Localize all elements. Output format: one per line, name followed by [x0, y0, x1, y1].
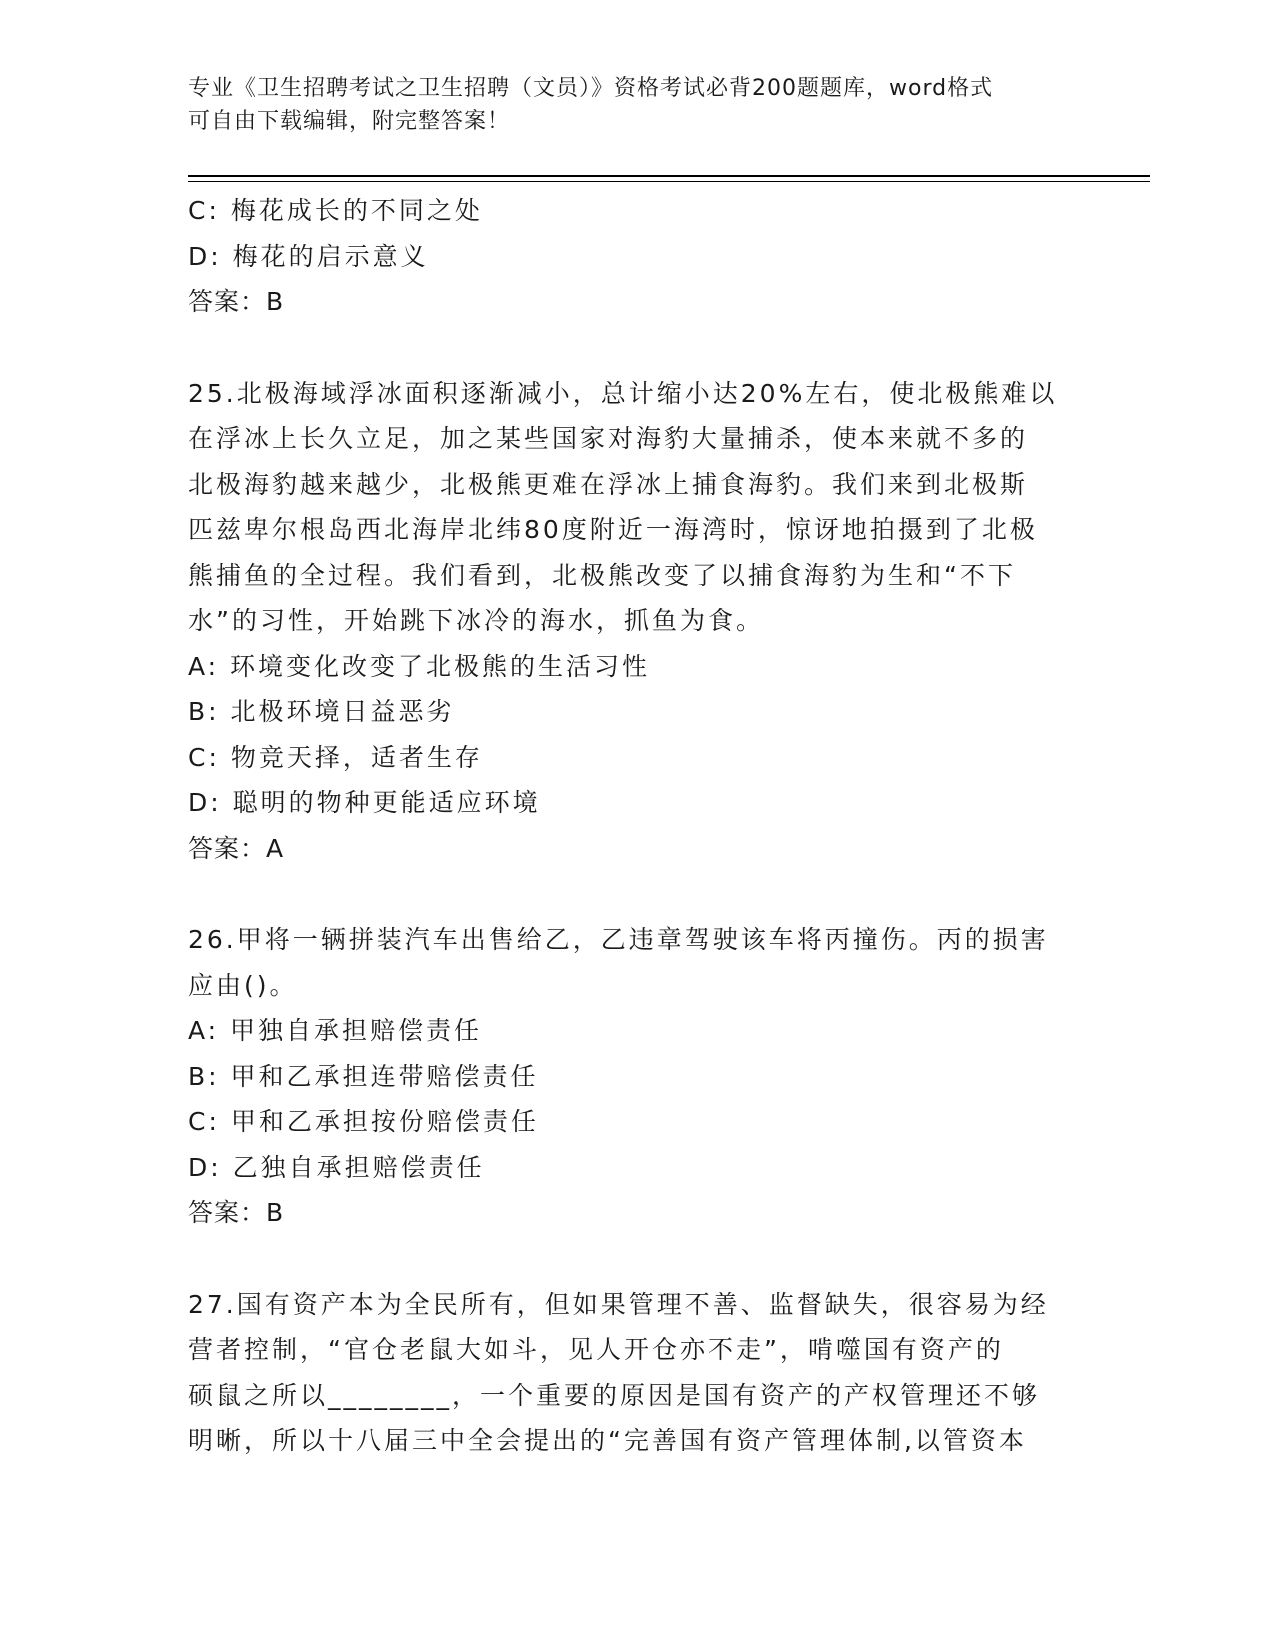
- spacer: [188, 1236, 1068, 1282]
- header-divider-thin: [188, 181, 1150, 182]
- option-a: A: 环境变化改变了北极熊的生活习性: [188, 651, 651, 681]
- question-text-line: 26.甲将一辆拼装汽车出售给乙，乙违章驾驶该车将丙撞伤。丙的损害: [188, 925, 1049, 954]
- document-body: [188, 188, 1068, 1464]
- question-text-line: 熊捕鱼的全过程。我们看到，北极熊改变了以捕食海豹为生和“不下: [188, 560, 1016, 590]
- question-text-line: 在浮冰上长久立足，加之某些国家对海豹大量捕杀，使本来就不多的: [188, 424, 1029, 453]
- option-c: C: 梅花成长的不同之处: [188, 196, 483, 225]
- option-b: B: 甲和乙承担连带赔偿责任: [188, 1061, 539, 1091]
- question-text-line: 27.国有资产本为全民所有，但如果管理不善、监督缺失，很容易为经: [188, 1289, 1049, 1319]
- answer: 答案：B: [188, 1198, 285, 1227]
- question-text-line: 水”的习性，开始跳下冰冷的海水，抓鱼为食。: [188, 606, 764, 635]
- option-c: C: 甲和乙承担按份赔偿责任: [188, 1107, 539, 1136]
- spacer: [188, 325, 1068, 371]
- question-25: [188, 371, 1068, 872]
- question-text-line: 应由()。: [188, 970, 298, 1000]
- question-text-line: 北极海豹越来越少，北极熊更难在浮冰上捕食海豹。我们来到北极斯: [188, 469, 1029, 499]
- question-text-line: 硕鼠之所以________，一个重要的原因是国有资产的产权管理还不够: [188, 1380, 1041, 1410]
- spacer: [188, 871, 1068, 917]
- question-text-line: 明晰，所以十八届三中全会提出的“完善国有资产管理体制,以管资本: [188, 1426, 1027, 1455]
- question-text-line: 营者控制，“官仓老鼠大如斗，见人开仓亦不走”，啃噬国有资产的: [188, 1335, 1004, 1364]
- document-header: [188, 72, 1088, 138]
- option-d: D: 聪明的物种更能适应环境: [188, 788, 541, 817]
- question-text-line: 匹兹卑尔根岛西北海岸北纬80度附近一海湾时，惊讶地拍摄到了北极: [188, 515, 1038, 544]
- option-c: C: 物竞天择，适者生存: [188, 742, 483, 772]
- question-text-line: 25.北极海域浮冰面积逐渐减小，总计缩小达20%左右，使北极熊难以: [188, 378, 1058, 408]
- answer: 答案：A: [188, 833, 285, 863]
- header-line-1: 专业《卫生招聘考试之卫生招聘（文员）》资格考试必背200题题库，word格式: [188, 76, 994, 101]
- header-divider-thick: [188, 175, 1150, 177]
- header-line-2: 可自由下载编辑，附完整答案！: [188, 109, 511, 134]
- question-26: [188, 917, 1068, 1236]
- option-d: D: 梅花的启示意义: [188, 241, 429, 271]
- prev-question-tail: [188, 188, 1068, 325]
- option-b: B: 北极环境日益恶劣: [188, 697, 455, 726]
- answer: 答案：B: [188, 287, 285, 316]
- option-d: D: 乙独自承担赔偿责任: [188, 1152, 485, 1182]
- question-27: [188, 1282, 1068, 1464]
- option-a: A: 甲独自承担赔偿责任: [188, 1016, 483, 1045]
